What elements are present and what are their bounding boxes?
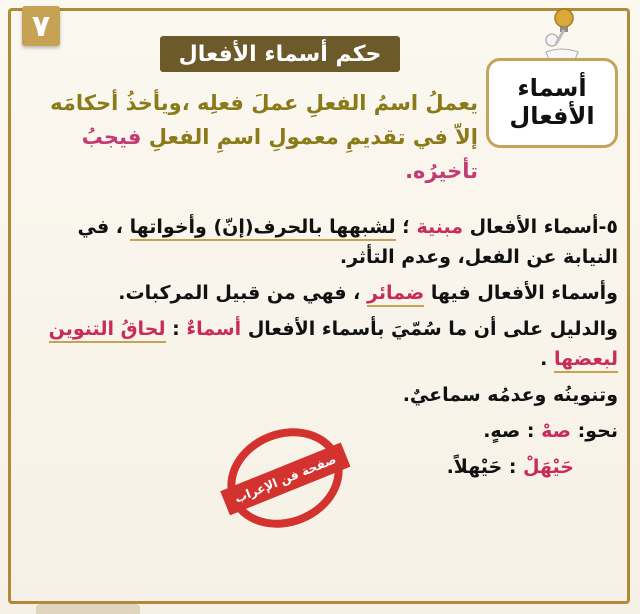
paragraph-4: وتنوينُه وعدمُه سماعيٌ. [402, 384, 618, 406]
paragraph-1: ٥-أسماء الأفعال مبنية ؛ لشبهها بالحرف(إنّ) وأخواتها ، في النيابة عن الفعل، وعدم التأثر. [77, 216, 618, 268]
figure-with-lightbulb-icon [532, 6, 592, 64]
paragraph-3: والدليل على أن ما سُمّيَ بأسماء الأفعال أسماءٌ : لحاقُ التنوين لبعضها . [22, 314, 618, 374]
paragraph-2: وأسماء الأفعال فيها ضمائر ، فهي من قبيل المركبات. [22, 278, 618, 308]
topic-line-1: أسماء [517, 74, 587, 103]
topic-box [486, 58, 618, 148]
number-badge [22, 6, 60, 46]
badge-number: ٧ [31, 8, 51, 44]
topic-line-2: الأفعال [509, 102, 595, 130]
reason-underlined: لشبهها بالحرف(إنّ) وأخواتها [130, 216, 396, 241]
footer-strip [36, 604, 140, 614]
rule-line-1: يعملُ اسمُ الفعلِ عملَ فعلِه ،ويأخذُ أحكامَه [50, 91, 478, 115]
rule-statement [28, 86, 478, 188]
example-1: نحو: صهْ : صهٍ. [483, 420, 618, 442]
example-2: حَيْهَلْ : حَيْهلاً. [446, 456, 574, 478]
term-damair: ضمائر [367, 282, 424, 307]
rule-line-2-main: إلاّ في تقديمِ معمولِ اسمِ الفعلِ [148, 125, 478, 149]
evidence-underlined: لحاقُ التنوين لبعضها [49, 318, 618, 373]
rule-line-2-emphasis: فيجبُ تأخيرُه. [81, 125, 478, 183]
term-asmaa: أسماءٌ [186, 318, 242, 340]
stamp-text: صفحة فن الإعراب [232, 452, 339, 506]
rule-line-2 [28, 120, 478, 188]
page-title: حكم أسماء الأفعال [160, 36, 400, 72]
term-mabniyya: مبنية [416, 216, 464, 238]
